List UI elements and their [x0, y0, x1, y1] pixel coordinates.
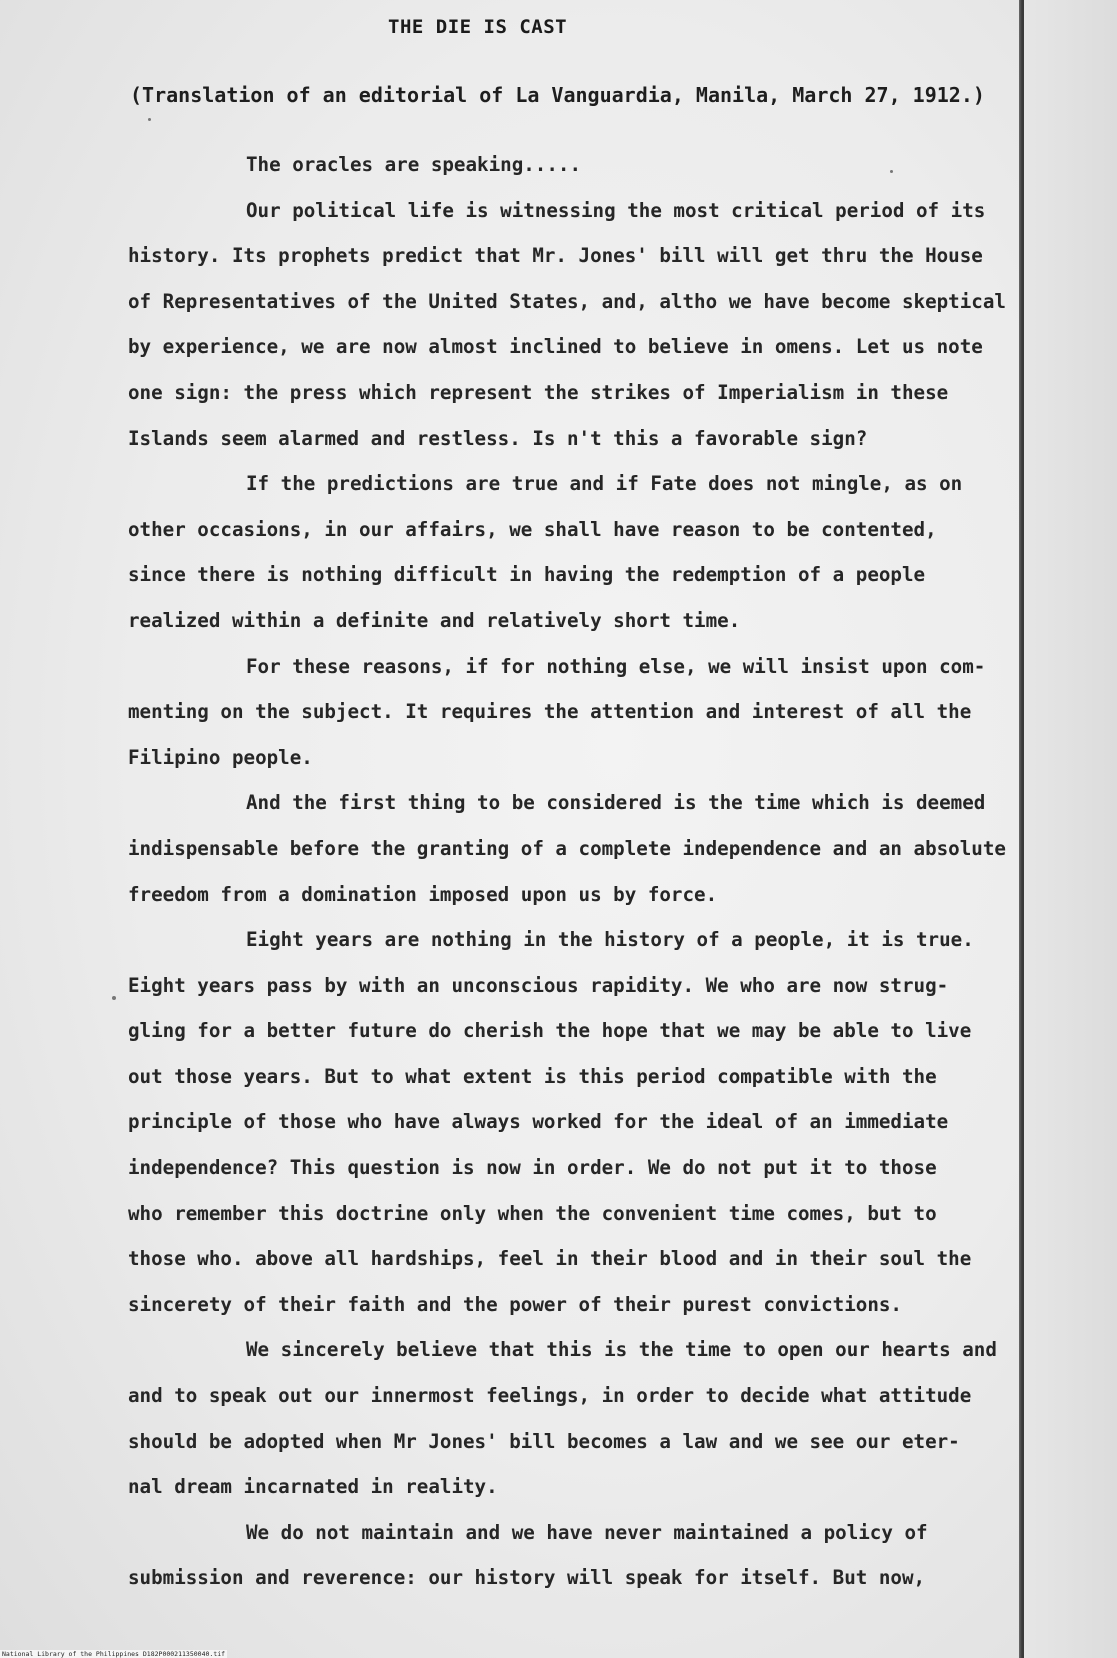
text-line: If the predictions are true and if Fate does not mingle, as on — [246, 472, 963, 496]
text-line: those who. above all hardships, feel in their blood and in their soul the — [128, 1247, 972, 1271]
scan-speck — [148, 118, 151, 121]
text-line: menting on the subject. It requires the attention and interest of all the — [128, 700, 972, 724]
text-line: since there is nothing difficult in having the redemption of a people — [128, 563, 926, 587]
text-line: should be adopted when Mr Jones' bill becomes a law and we see our eter- — [128, 1429, 960, 1453]
text-line: independence? This question is now in order. We do not put it to those — [128, 1156, 937, 1180]
archive-footer-label: National Library of the Philippines D182P000211350040.tif — [2, 1650, 226, 1658]
text-line: Eight years are nothing in the history of a people, it is true. — [246, 928, 974, 952]
text-line: indispensable before the granting of a complete independence and an absolute — [128, 836, 1006, 860]
text-line: And the first thing to be considered is the time which is deemed — [246, 791, 986, 815]
text-line: and to speak out our innermost feelings, in order to decide what attitude — [128, 1384, 972, 1408]
text-line: We sincerely believe that this is the time to open our hearts and — [246, 1338, 997, 1362]
page-edge-shadow — [1019, 0, 1117, 1658]
text-line: Islands seem alarmed and restless. Is n't this a favorable sign? — [128, 426, 868, 450]
text-line: principle of those who have always worked for the ideal of an immediate — [128, 1110, 949, 1134]
text-line: The oracles are speaking..... — [246, 153, 582, 176]
text-line: out those years. But to what extent is this period compatible with the — [128, 1064, 937, 1088]
text-line: other occasions, in our affairs, we shall have reason to be contented, — [128, 517, 937, 541]
text-line: Our political life is witnessing the most critical period of its — [246, 198, 986, 222]
text-line: Filipino people. — [128, 745, 313, 769]
text-line: For these reasons, if for nothing else, we will insist upon com- — [246, 654, 986, 678]
text-line: Eight years pass by with an unconscious rapidity. We who are now strug- — [128, 973, 949, 997]
text-line: by experience, we are now almost inclined to believe in omens. Let us note — [128, 335, 983, 359]
text-line: submission and reverence: our history will speak for itself. But now, — [128, 1566, 926, 1590]
text-line: sincerety of their faith and the power of their purest convictions. — [128, 1292, 902, 1316]
text-line: nal dream incarnated in reality. — [128, 1475, 498, 1499]
text-line: freedom from a domination imposed upon us by force. — [128, 882, 718, 906]
text-line: one sign: the press which represent the strikes of Imperialism in these — [128, 380, 949, 404]
text-line: We do not maintain and we have never maintained a policy of — [246, 1520, 928, 1544]
text-line: history. Its prophets predict that Mr. Jones' bill will get thru the House — [128, 244, 983, 268]
text-line: gling for a better future do cherish the hope that we may be able to live — [128, 1019, 972, 1043]
document-subtitle: (Translation of an editorial of La Vanguardia, Manila, March 27, 1912.) — [130, 83, 985, 107]
scan-speck — [112, 996, 116, 1000]
text-line: realized within a definite and relatively short time. — [128, 608, 741, 632]
document-body — [128, 142, 1028, 1601]
text-line: of Representatives of the United States, and, altho we have become skeptical — [128, 289, 1006, 313]
document-title: THE DIE IS CAST — [388, 16, 568, 38]
text-line: who remember this doctrine only when the convenient time comes, but to — [128, 1201, 937, 1225]
